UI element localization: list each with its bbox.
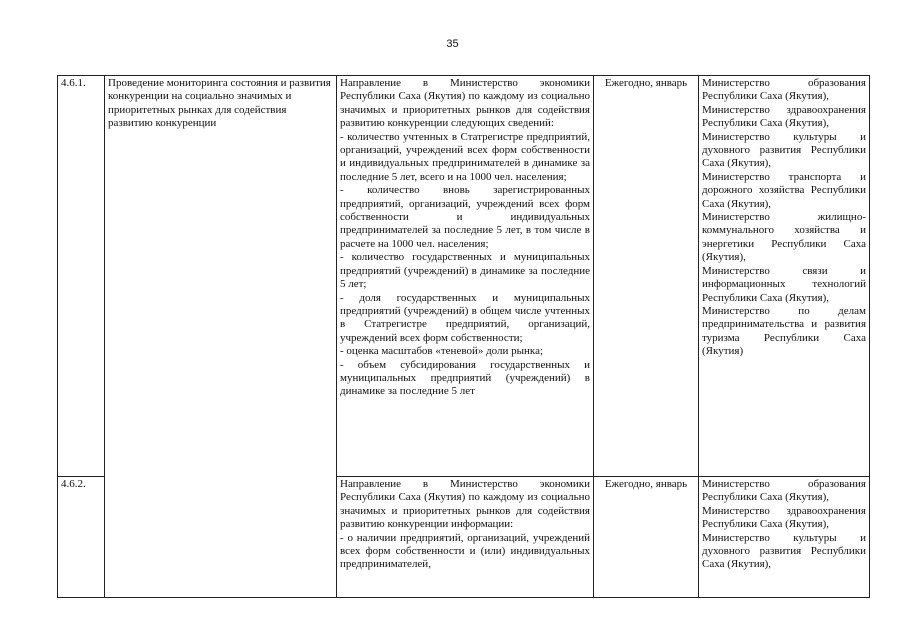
executors <box>699 477 870 598</box>
content-paragraph: - количество учтенных в Статрегистре предприятий, организаций, учреждений всех форм собственности и индивидуальных предпринимателей в динамике за последние 5 лет, всего и на 1000 чел. населения; <box>340 130 590 183</box>
executor: Министерство жилищно-коммунального хозяйства и энергетики Республики Саха (Якутия), <box>702 211 866 264</box>
executor: Министерство культуры и духовного развития Республики Саха (Якутия), <box>702 130 866 170</box>
executor: Министерство по делам предпринимательства и развития туризма Республики Саха (Якутия) <box>702 304 866 358</box>
content-paragraph: - количество вновь зарегистрированных предприятий, организаций, учреждений всех форм собственности и индивидуальных предпринимателей за последние 5 лет, в том числе в расчете на 1000 чел. населения; <box>340 184 590 250</box>
content-paragraph: Направление в Министерство экономики Республики Саха (Якутия) по каждому из социально значимых и приоритетных рынков для содействия развитию конкуренции следующих сведений: <box>340 77 590 130</box>
executor: Министерство транспорта и дорожного хозяйства Республики Саха (Якутия), <box>702 170 866 210</box>
executors <box>699 76 870 477</box>
executor: Министерство образования Республики Саха (Якутия), <box>702 77 866 103</box>
content-paragraph: Направление в Министерство экономики Республики Саха (Якутия) по каждому из социально значимых и приоритетных рынков для содействия развитию конкуренции информации: <box>340 478 590 531</box>
content-paragraph: - объем субсидирования государственных и муниципальных предприятий (учреждений) в динамике за последние 5 лет <box>340 358 590 398</box>
deadline: Ежегодно, январь <box>594 477 699 598</box>
page-number: 35 <box>446 38 459 50</box>
content-paragraph: - о наличии предприятий, организаций, учреждений всех форм собственности и (или) индивидуальных предпринимателей, <box>340 531 590 571</box>
event-content <box>337 76 594 477</box>
executor: Министерство здравоохранения Республики Саха (Якутия), <box>702 504 866 531</box>
event-content <box>337 477 594 598</box>
executor: Министерство образования Республики Саха (Якутия), <box>702 478 866 504</box>
content-paragraph: - доля государственных и муниципальных предприятий (учреждений) в общем числе учтенных в Статрегистре предприятий, организаций, учреждений всех форм собственности; <box>340 291 590 344</box>
content-paragraph: - количество государственных и муниципальных предприятий (учреждений) в динамике за последние 5 лет; <box>340 251 590 291</box>
item-number: 4.6.1. <box>58 76 105 477</box>
content-paragraph: - оценка масштабов «теневой» доли рынка; <box>340 345 544 358</box>
event-name: Проведение мониторинга состояния и развития конкуренции на социально значимых и приоритетных рынках для содействия развитию конкуренции <box>105 76 337 598</box>
executor: Министерство связи и информационных технологий Республики Саха (Якутия), <box>702 264 866 304</box>
executor: Министерство культуры и духовного развития Республики Саха (Якутия), <box>702 531 866 571</box>
item-number: 4.6.2. <box>58 477 105 598</box>
table-row <box>58 76 870 477</box>
executor: Министерство здравоохранения Республики Саха (Якутия), <box>702 103 866 130</box>
deadline: Ежегодно, январь <box>594 76 699 477</box>
measures-table <box>57 75 870 598</box>
